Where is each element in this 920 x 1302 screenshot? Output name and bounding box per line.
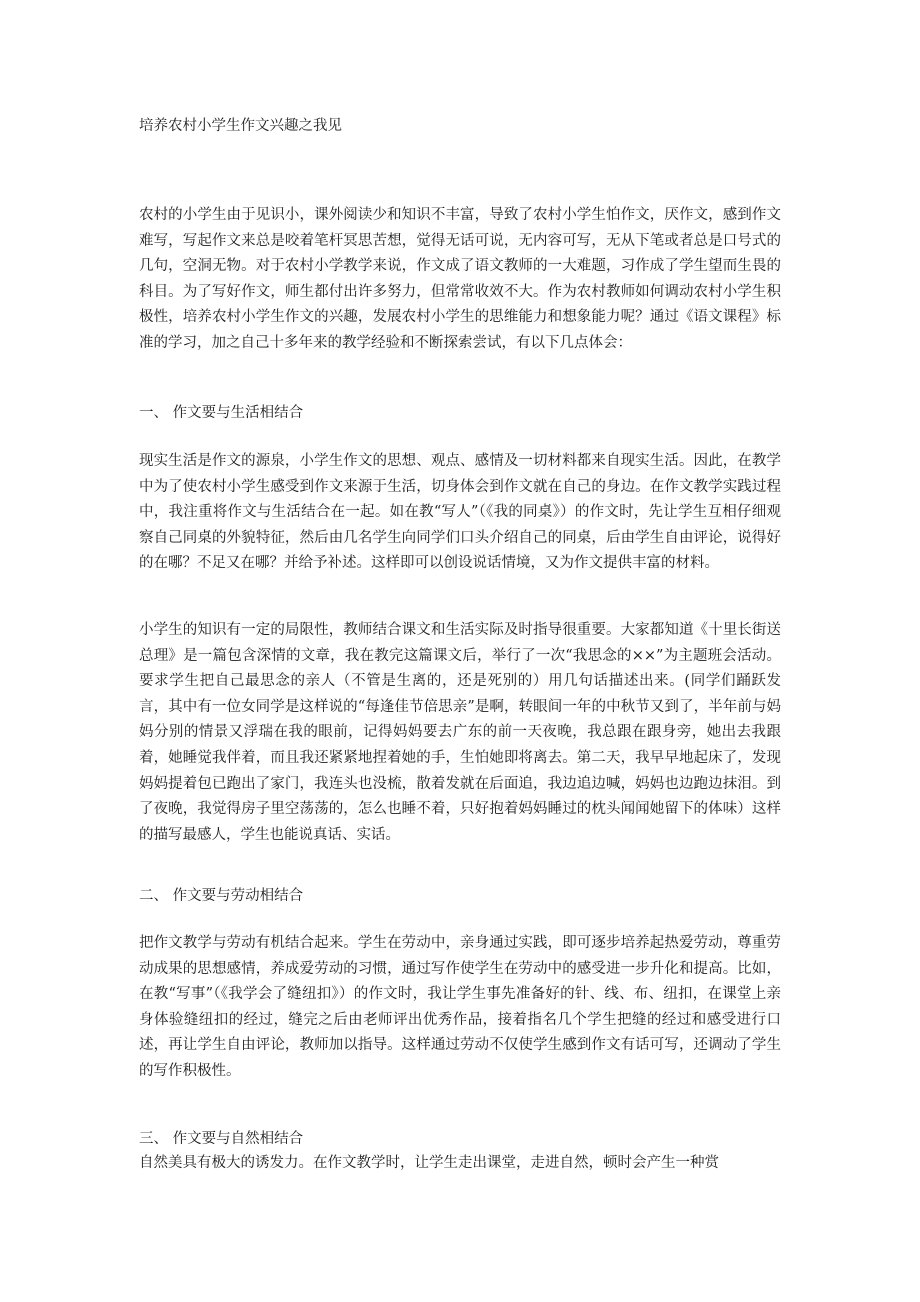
document-title: 培养农村小学生作文兴趣之我见 [139,118,342,134]
intro-paragraph: 农村的小学生由于见识小，课外阅读少和知识不丰富，导致了农村小学生怕作文，厌作文，感到作文难写，写起作文来总是咬着笔杆冥思苦想，觉得无话可说，无内容可写，无从下笔或者总是口号式的几句，空洞无物。对于农村小学教学来说，作文成了语文教师的一大难题，习作成了学生望而生畏的科目。为了写好作文，师生都付出许多努力，但常常收效不大。作为农村教师如何调动农村小学生积极性，培养农村小学生作文的兴趣，发展农村小学生的思维能力和想象能力呢？通过《语文课程》标准的学习，加之自己十多年来的教学经验和不断探索尝试，有以下几点体会： [139,207,781,351]
section-1-heading: 一、 作文要与生活相结合 [139,405,304,421]
section-1-paragraph-1: 现实生活是作文的源泉，小学生作文的思想、观点、感情及一切材料都来自现实生活。因此，在教学中为了使农村小学生感受到作文来源于生活，切身体会到作文就在自己的身边。在作文教学实践过程中，我注重将作文与生活结合在一起。如在教“写人”（《我的同桌》）的作文时，先让学生互相仔细观察自己同桌的外貌特征，然后由几名学生向同学们口头介绍自己的同桌，后由学生自由评论，说得好的在哪？不足又在哪？并给予补述。这样即可以创设说话情境，又为作文提供丰富的材料。 [139,453,781,572]
section-2-heading: 二、 作文要与劳动相结合 [139,888,304,904]
section-3-heading: 三、 作文要与自然相结合 [139,1131,304,1147]
section-1-paragraph-2: 小学生的知识有一定的局限性，教师结合课文和生活实际及时指导很重要。大家都知道《十里长街送总理》是一篇包含深情的文章，我在教完这篇课文后，举行了一次“我思念的××”为主题班会活动。要求学生把自己最思念的亲人（不管是生离的，还是死别的）用几句话描述出来。(同学们踊跃发言，其中有一位女同学是这样说的“每逢佳节倍思亲”是啊，转眼间一年的中秋节又到了，半年前与妈妈分别的情景又浮瑞在我的眼前，记得妈妈要去广东的前一天夜晚，我总跟在跟身旁，她出去我跟着，她睡觉我伴着，而且我还紧紧地捏着她的手，生怕她即将离去。第二天，我早早地起床了，发现妈妈提着包已跑出了家门，我连头也没梳，散着发就在后面追，我边追边喊，妈妈也边跑边抹泪。到了夜晚，我觉得房子里空荡荡的，怎么也睡不着，只好抱着妈妈睡过的枕头闻闻她留下的体味）这样的描写最感人，学生也能说真话、实话。 [139,622,781,843]
section-2-paragraph-1: 把作文教学与劳动有机结合起来。学生在劳动中，亲身通过实践，即可逐步培养起热爱劳动，尊重劳动成果的思想感情，养成爱劳动的习惯，通过写作使学生在劳动中的感受进一步升化和提高。比如，在教“写事”（《我学会了缝纽扣》）的作文时，我让学生事先准备好的针、线、布、纽扣，在课堂上亲身体验缝纽扣的经过，缝完之后由老师评出优秀作品，接着指名几个学生把缝的经过和感受进行口述，再让学生自由评论，教师加以指导。这样通过劳动不仅使学生感到作文有话可写，还调动了学生的写作积极性。 [139,935,781,1079]
section-3-paragraph-1: 自然美具有极大的诱发力。在作文教学时，让学生走出课堂，走进自然，顿时会产生一种赏 [139,1155,719,1171]
